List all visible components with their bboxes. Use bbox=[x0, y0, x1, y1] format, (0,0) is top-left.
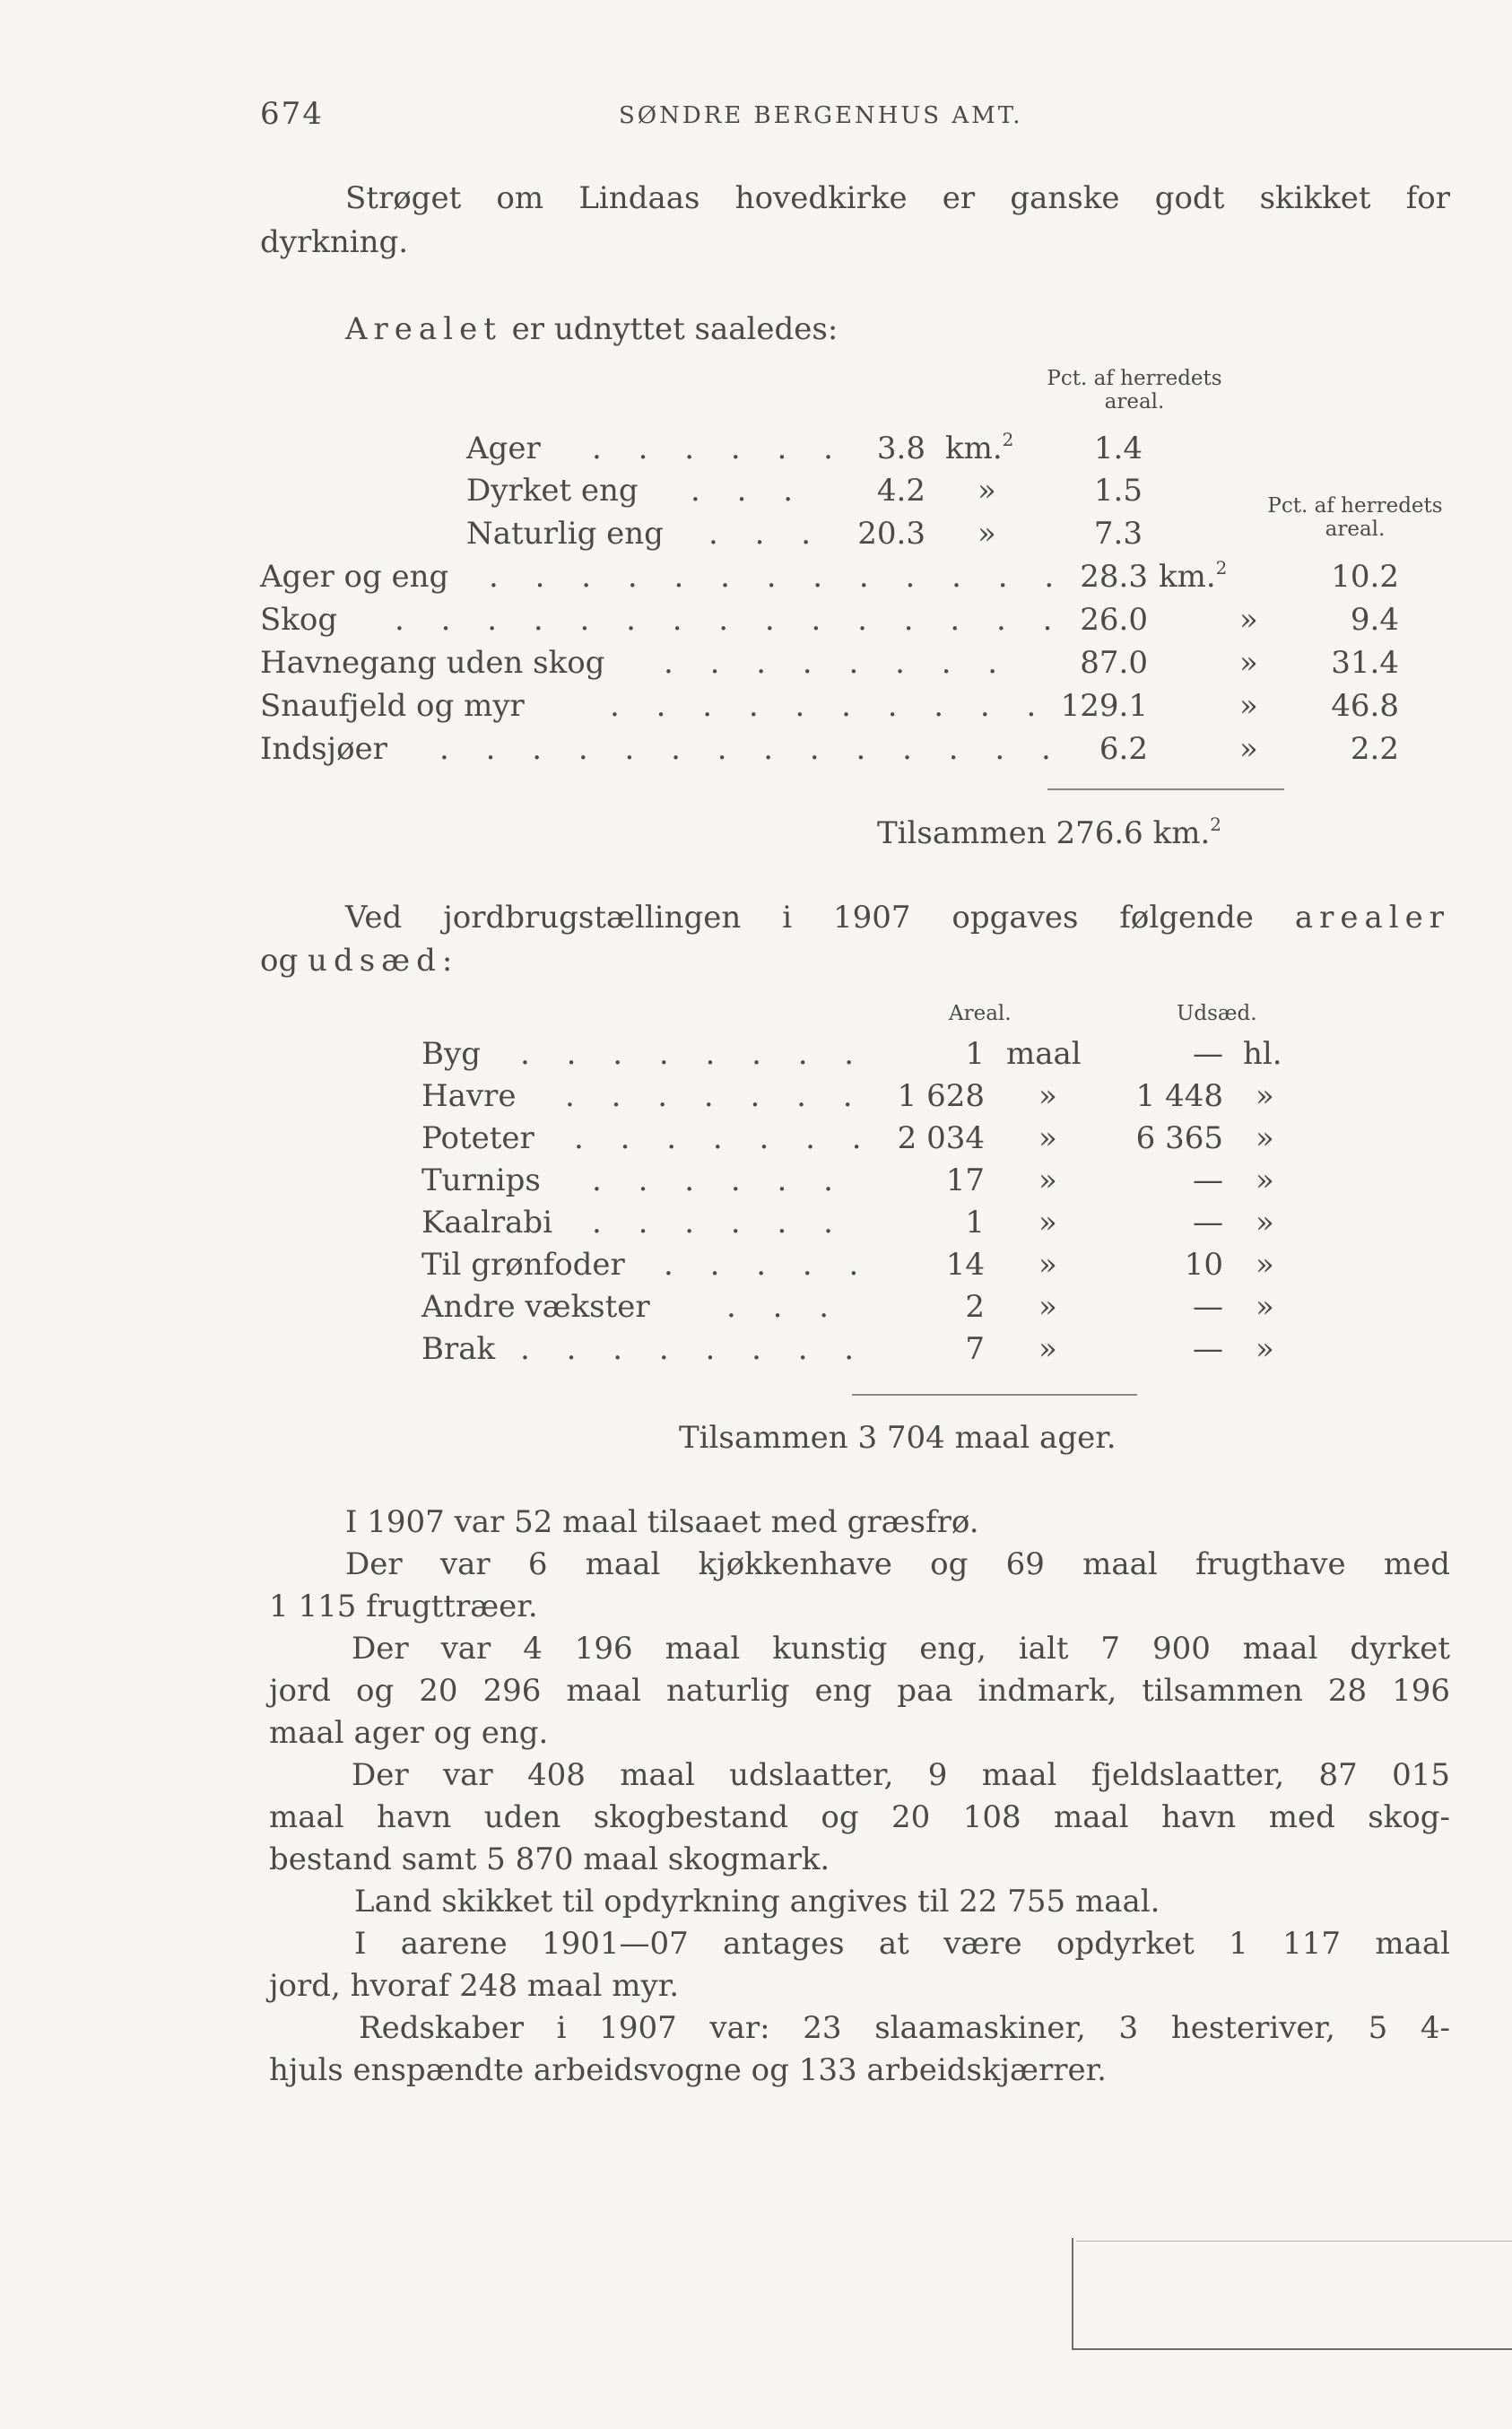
paragraph-4-line-1: Der var 408 maal udslaatter, 9 maal fjeldslaatter, 87 015 bbox=[352, 1757, 1450, 1793]
areal-lead-rest: er udnyttet saaledes: bbox=[501, 311, 839, 347]
paragraph-4-line-2: maal havn uden skogbestand og 20 108 maal havn med skog- bbox=[269, 1799, 1450, 1835]
pct-header-1: Pct. af herredets areal. bbox=[1047, 367, 1222, 414]
areal-lead-spaced: Arealet bbox=[345, 311, 502, 347]
intro-line-1: Strøget om Lindaas hovedkirke er ganske godt skikket for bbox=[345, 180, 1450, 216]
crop-total: Tilsammen 3 704 maal ager. bbox=[679, 1420, 1117, 1456]
paragraph-1: I 1907 var 52 maal tilsaaet med græsfrø. bbox=[345, 1504, 979, 1540]
paragraph-7-line-1: Redskaber i 1907 var: 23 slaamaskiner, 3 hesteriver, 5 4- bbox=[359, 2010, 1450, 2046]
pct-header-2: Pct. af herredets areal. bbox=[1267, 494, 1443, 542]
paragraph-2-line-2: 1 115 frugttræer. bbox=[269, 1589, 538, 1624]
book-page: 674 SØNDRE BERGENHUS AMT. Strøget om Lindaas hovedkirke er ganske godt skikket for dyrkning. Arealet er udnyttet saaledes: Pct. af herredets areal. Pct. af herredets areal. Ager . . . . . . 3.8 km.$^2$ 1.4 Dyrket eng . . . 4.2 » 1.5 Naturlig eng . . . 20.3 » 7.3 Ager og eng . . . . . . . . . . . . . 28.3 km.$^2$ 10.2 Skog . . . . . . . . . . . . . . . 26.0 » 9.4 Havnegang uden skog . . . . . . . . 87.0 » 31.4 Snaufjeld og myr . . . . . . . . . . 129.1 » 46.8 Indsjøer . . . . . . . . . . . . . . 6.2 » 2.2 Tilsammen 276.6 km.$^2$ Ved jordbrugstællingen i 1907 opgaves følgende arealer og udsæd: Areal. Udsæd. Byg . . . . . . . . 1 maal — hl. Havre . . . . . . . 1 628 » 1 448 » Poteter . . . . . . . 2 034 » 6 365 » Turnips . . . . . . 17 » — » Kaalrabi . . . . . . 1 » — » Til grønfoder . . . . . 14 » 10 » Andre vækster . . . 2 » — » Brak . . . . . . . . 7 » — » Tilsammen 3 704 maal ager. I 1907 var 52 maal tilsaaet med græsfrø. Der var 6 maal kjøkkenhave og 69 maal frugthave med 1 115 frugttræer. Der var 4 196 maal kunstig eng, ialt 7 900 maal dyrket jord og 20 296 maal naturlig eng paa indmark, tilsammen 28 196 maal ager og eng. Der var 408 maal udslaatter, 9 maal fjeldslaatter, 87 015 maal havn uden skogbestand og 20 108 maal havn med skog- bestand samt 5 870 maal skogmark. Land skikket til opdyrkning angives til 22 755 maal. I aarene 1901—07 antages at være opdyrket 1 117 maal jord, hvoraf 248 maal myr. Redskaber i 1907 var: 23 slaamaskiner, 3 hesteriver, 5 4- hjuls enspændte arbeidsvogne og 133 arbeidskjærrer. bbox=[0, 0, 1512, 2429]
area-total-rule bbox=[1047, 788, 1284, 790]
paragraph-3-line-1: Der var 4 196 maal kunstig eng, ialt 7 900 maal dyrket bbox=[352, 1631, 1450, 1667]
paragraph-4-line-3: bestand samt 5 870 maal skogmark. bbox=[269, 1841, 830, 1877]
intro-line-2: dyrkning. bbox=[260, 224, 409, 260]
areal-lead bbox=[345, 311, 839, 347]
scan-frame-edge bbox=[1072, 2348, 1512, 2350]
crop-header-area: Areal. bbox=[949, 1002, 1012, 1025]
scan-frame-edge bbox=[1072, 2238, 1073, 2350]
crop-total-rule bbox=[852, 1394, 1137, 1396]
paragraph-5: Land skikket til opdyrkning angives til 22 755 maal. bbox=[354, 1884, 1160, 1920]
paragraph-6-line-1: I aarene 1901—07 antages at være opdyrket 1 117 maal bbox=[354, 1926, 1450, 1962]
paragraph-2-line-1: Der var 6 maal kjøkkenhave og 69 maal frugthave med bbox=[345, 1546, 1450, 1582]
paragraph-3-line-3: maal ager og eng. bbox=[269, 1715, 549, 1751]
census-line-1: Ved jordbrugstællingen i 1907 opgaves følgende arealer bbox=[345, 900, 1451, 936]
paragraph-6-line-2: jord, hvoraf 248 maal myr. bbox=[269, 1968, 680, 2004]
census-line-2: og udsæd: bbox=[260, 943, 453, 979]
area-total: Tilsammen 276.6 km.$^2$ bbox=[877, 814, 1222, 851]
paragraph-3-line-2: jord og 20 296 maal naturlig eng paa indmark, tilsammen 28 196 bbox=[269, 1673, 1450, 1709]
crop-header-seed: Udsæd. bbox=[1177, 1002, 1257, 1025]
page-number: 674 bbox=[260, 96, 324, 132]
running-head: SØNDRE BERGENHUS AMT. bbox=[619, 102, 1023, 129]
paragraph-7-line-2: hjuls enspændte arbeidsvogne og 133 arbeidskjærrer. bbox=[269, 2052, 1107, 2088]
scan-frame-edge bbox=[1076, 2241, 1512, 2242]
